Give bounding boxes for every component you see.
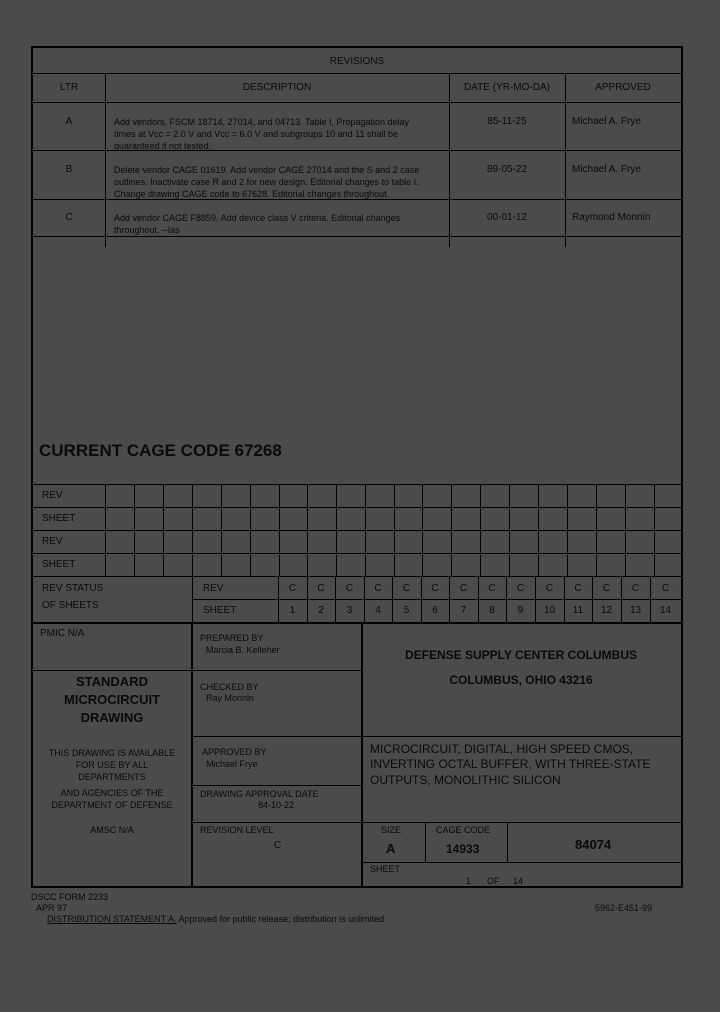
document-id: 5962-E451-99 <box>595 903 653 913</box>
revision-date: 89-05-22 <box>486 164 528 175</box>
sheet-of: OF <box>487 876 500 886</box>
size-label: SIZE <box>381 825 402 835</box>
sheet-number-cell: 2 <box>318 605 324 616</box>
drawing-title-line: INVERTING OCTAL BUFFER, WITH THREE-STATE <box>370 757 651 771</box>
amsc-label: AMSC N/A <box>90 825 134 835</box>
sheet-number-cell: 4 <box>375 605 381 616</box>
availability-line: FOR USE BY ALL <box>75 760 149 770</box>
sheet-rev-cell: C <box>488 583 496 594</box>
sheet-total: 14 <box>513 876 524 886</box>
grid-rev-label: REV <box>42 536 63 547</box>
header-approved: APPROVED <box>595 82 651 93</box>
sheet-rev-cell: C <box>431 583 439 594</box>
sheet-number-cell: 8 <box>489 605 495 616</box>
sheet-rev-cell: C <box>374 583 382 594</box>
revision-approver: Michael A. Frye <box>572 164 641 175</box>
standard-title-line: STANDARD <box>76 674 148 689</box>
revision-date: 85-11-25 <box>487 116 527 127</box>
availability-line: DEPARTMENT OF DEFENSE <box>51 800 173 810</box>
standard-title-line: DRAWING <box>80 710 144 725</box>
availability-line: DEPARTMENTS <box>78 772 146 782</box>
approval-date-value: 84-10-22 <box>258 800 295 810</box>
sheet-number-cell: 12 <box>600 605 613 616</box>
checked-by-name: Ray Monnin <box>206 693 255 703</box>
revision-level-value: C <box>274 840 282 851</box>
sheet-number-cell: 9 <box>517 605 524 616</box>
revision-date: 00-01-12 <box>486 212 528 223</box>
sheet-number-cell: 7 <box>460 605 467 616</box>
revision-approver: Michael A. Frye <box>572 116 641 127</box>
sheet-rev-cell: C <box>574 583 582 594</box>
distribution-statement-text: Approved for public release; distribution is unlimited <box>176 914 385 924</box>
sheet-number-cell: 11 <box>572 605 584 616</box>
sheet-number-cell: 5 <box>403 605 410 616</box>
availability-line: AND AGENCIES OF THE <box>60 788 164 798</box>
revision-description-line: Change drawing CAGE code to 67628. Editorial changes throughout. <box>114 189 390 199</box>
of-sheets-label: OF SHEETS <box>42 600 99 611</box>
revision-description-line: outlines. Inactivate case R and 2 for new design. Editorial changes to table I. <box>114 177 419 187</box>
sheet-rev-cell: C <box>661 583 670 594</box>
sheet-rev-cell: C <box>345 583 354 594</box>
revisions-title: REVISIONS <box>329 56 385 67</box>
distribution-statement-label: DISTRIBUTION STATEMENT A. <box>47 914 177 924</box>
sheet-number-cell: 1 <box>289 605 296 616</box>
cage-code-value: 14933 <box>446 842 480 856</box>
rev-status-label: REV STATUS <box>42 583 104 594</box>
current-cage-code: CURRENT CAGE CODE 67268 <box>39 441 282 460</box>
sheet-number-cell: 13 <box>629 605 642 616</box>
sheet-rev-cell: C <box>516 583 525 594</box>
drawing-title-line: MICROCIRCUIT, DIGITAL, HIGH SPEED CMOS, <box>370 742 634 756</box>
sheet-rev-cell: C <box>631 583 640 594</box>
sheet-rev-cell: C <box>545 583 554 594</box>
sheet-current: 1 <box>466 876 472 886</box>
status-sheet-label: SHEET <box>203 605 237 616</box>
sheet-number-cell: 14 <box>659 605 672 616</box>
sheet-number-cell: 6 <box>432 605 438 616</box>
standard-title-line: MICROCIRCUIT <box>63 692 161 707</box>
availability-line: THIS DRAWING IS AVAILABLE <box>48 748 176 758</box>
sheet-rev-cell: C <box>602 583 611 594</box>
sheet-rev-cell: C <box>288 583 297 594</box>
pmic-label: PMIC N/A <box>40 628 85 639</box>
grid-rev-label: REV <box>42 490 63 501</box>
header-date: DATE (YR-MO-DA) <box>464 82 550 93</box>
revision-ltr: B <box>65 164 73 175</box>
grid-sheet-label: SHEET <box>42 559 76 570</box>
revision-level-label: REVISION LEVEL <box>200 825 274 835</box>
form-date: APR 97 <box>36 903 68 913</box>
sheet-number-cell: 10 <box>543 605 556 616</box>
prepared-by-label: PREPARED BY <box>200 633 264 643</box>
status-rev-label: REV <box>203 583 224 594</box>
sheet-label: SHEET <box>370 864 401 874</box>
grid-sheet-label: SHEET <box>42 513 76 524</box>
revision-description-line: guaranteed if not tested. <box>114 141 212 151</box>
revision-description-line: times at Vcc = 2.0 V and Vcc = 6.0 V and subgroups 10 and 11 shall be <box>114 129 399 139</box>
sheet-number-cell: 3 <box>346 605 353 616</box>
drawing-title-line: OUTPUTS, MONOLITHIC SILICON <box>370 773 561 787</box>
revision-ltr: A <box>65 116 73 127</box>
revision-approver: Raymond Monnin <box>572 212 651 223</box>
revision-description-line: Delete vendor CAGE 01619. Add vendor CAGE 27014 and the S and 2 case <box>114 165 420 175</box>
approved-by-label: APPROVED BY <box>202 747 267 757</box>
checked-by-label: CHECKED BY <box>200 682 259 692</box>
drawing-number: 84074 <box>575 837 612 852</box>
cage-code-label: CAGE CODE <box>436 825 491 835</box>
approved-by-name: Michael Frye <box>206 759 258 769</box>
sheet-rev-cell: C <box>459 583 468 594</box>
size-value: A <box>386 841 396 856</box>
revision-description-line: Add vendor CAGE F8859. Add device class V criteria. Editorial changes <box>114 213 401 223</box>
approval-date-label: DRAWING APPROVAL DATE <box>200 789 319 799</box>
sheet-rev-cell: C <box>317 583 325 594</box>
header-description: DESCRIPTION <box>242 82 312 93</box>
sheet-rev-cell: C <box>402 583 411 594</box>
header-ltr: LTR <box>59 82 79 93</box>
revision-description-line: Add vendors, FSCM 18714, 27014, and 04713. Table I, Propagation delay <box>114 117 410 127</box>
revision-ltr: C <box>65 212 73 223</box>
agency-city: COLUMBUS, OHIO 43216 <box>449 673 593 687</box>
agency-name: DEFENSE SUPPLY CENTER COLUMBUS <box>404 648 638 662</box>
form-number: DSCC FORM 2233 <box>31 892 109 902</box>
revision-description-line: throughout. --las <box>114 225 180 235</box>
prepared-by-name: Marcia B. Kelleher <box>206 645 280 655</box>
